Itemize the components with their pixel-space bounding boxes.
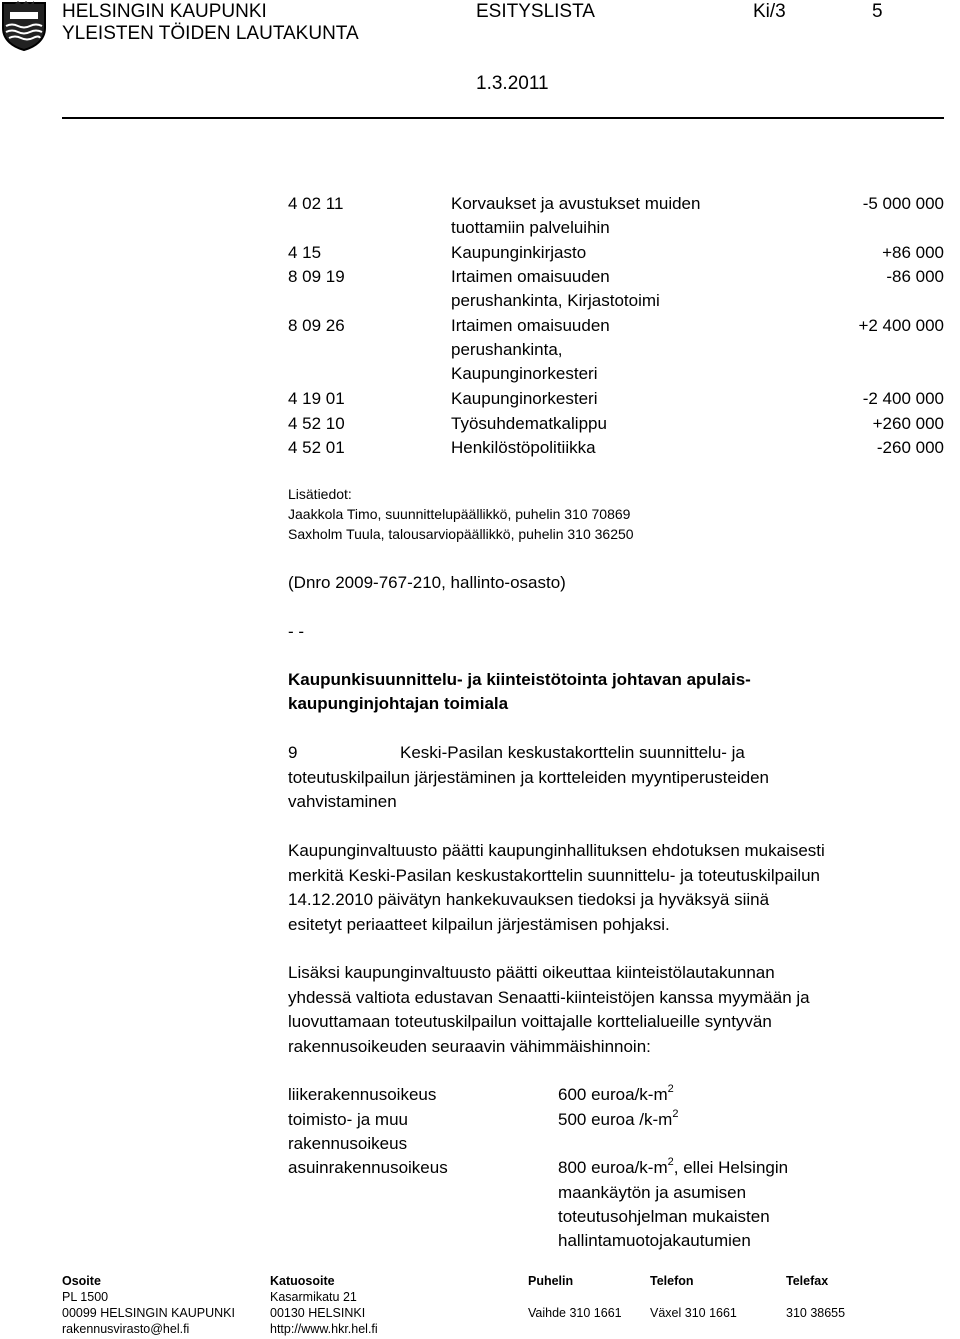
account-description: Kaupunginkirjasto	[451, 243, 587, 262]
account-code: 4 52 01	[288, 438, 345, 457]
amount: -5 000 000	[862, 194, 944, 213]
price-condition: toteutusohjelman mukaisten	[558, 1207, 770, 1226]
decision-paragraph: Kaupunginvaltuusto päätti kaupunginhallituksen ehdotuksen mukaisesti merkitä Keski-Pasilan keskustakorttelin suunnittelu- ja toteutuskilpailun 14.12.2010 päivätyn hankekuvauksen tiedoksi ja hyväksyä siinä esitetyt periaatteet kilpailun järjestämisen pohjaksi.	[288, 841, 825, 934]
footer-heading: Telefax	[786, 1274, 829, 1288]
item-number: 9	[288, 743, 298, 762]
price-value: 800 euroa/$k-m^2$, ellei Helsingin	[558, 1156, 789, 1177]
item-title: Keski-Pasilan keskustakorttelin suunnittelu- ja	[400, 743, 745, 762]
footer-line: 00130 HELSINKI	[270, 1306, 366, 1320]
account-description: Henkilöstöpolitiikka	[451, 438, 596, 457]
price-condition: hallintamuotojakautumien	[558, 1231, 751, 1250]
account-code: 4 19 01	[288, 389, 345, 408]
footer-line: PL 1500	[62, 1290, 109, 1304]
price-label: toimisto- ja muu	[288, 1110, 408, 1129]
account-code: 4 52 10	[288, 414, 345, 433]
contact-line: Jaakkola Timo, suunnittelupäällikkö, puhelin 310 70869	[288, 506, 631, 522]
item-title-continued: vahvistaminen	[288, 792, 397, 811]
contact-line: Saxholm Tuula, talousarviopäällikkö, puhelin 310 36250	[288, 526, 634, 542]
contacts-heading: Lisätiedot:	[288, 486, 352, 502]
footer-line: 00099 HELSINGIN KAUPUNKI	[62, 1306, 235, 1320]
amount: +2 400 000	[858, 316, 944, 335]
section-code: Ki/3	[753, 1, 786, 22]
footer-heading: Telefon	[650, 1274, 694, 1288]
footer-line: Växel 310 1661	[650, 1306, 737, 1320]
account-description: Irtaimen omaisuuden perushankinta, Kaupunginorkesteri	[451, 316, 610, 383]
board-name: YLEISTEN TÖIDEN LAUTAKUNTA	[62, 23, 359, 44]
meeting-date: 1.3.2011	[476, 73, 549, 94]
footer-heading: Katuosoite	[270, 1274, 335, 1288]
footer-line: Kasarmikatu 21	[270, 1290, 357, 1304]
footer-email: rakennusvirasto@hel.fi	[62, 1322, 190, 1336]
doc-type: ESITYSLISTA	[476, 1, 595, 22]
item-title-continued: toteutuskilpailun järjestäminen ja kortteleiden myyntiperusteiden	[288, 768, 769, 787]
account-code: 4 15	[288, 243, 322, 262]
account-code: 4 02 11	[288, 194, 344, 213]
separator: - -	[288, 622, 305, 641]
price-label: asuinrakennusoikeus	[288, 1158, 448, 1177]
footer-website: http://www.hkr.hel.fi	[270, 1322, 378, 1336]
amount: -260 000	[876, 438, 944, 457]
amount: -86 000	[886, 267, 944, 286]
dnro: (Dnro 2009-767-210, hallinto-osasto)	[288, 573, 566, 592]
price-label: rakennusoikeus	[288, 1134, 408, 1153]
account-description: Korvaukset ja avustukset muiden tuottamiin palveluihin	[451, 194, 701, 237]
account-description: Työsuhdematkalippu	[451, 414, 607, 433]
account-code: 8 09 26	[288, 316, 345, 335]
price-condition: maankäytön ja asumisen	[558, 1183, 747, 1202]
section-heading-line: kaupunginjohtajan toimiala	[288, 694, 509, 713]
page-number: 5	[872, 1, 883, 22]
header-rule	[62, 117, 944, 119]
amount: +260 000	[872, 414, 944, 433]
amount: +86 000	[882, 243, 944, 262]
price-value: 500 euroa $/k-m^2$	[558, 1108, 679, 1129]
footer-heading: Puhelin	[528, 1274, 574, 1288]
account-description: Kaupunginorkesteri	[451, 389, 598, 408]
helsinki-coat-of-arms-logo	[0, 0, 48, 52]
org-name: HELSINGIN KAUPUNKI	[62, 1, 267, 22]
section-heading-line: Kaupunkisuunnittelu- ja kiinteistötointa johtavan apulais-	[288, 670, 751, 689]
amount: -2 400 000	[862, 389, 944, 408]
price-label: liikerakennusoikeus	[288, 1085, 437, 1104]
footer-line: 310 38655	[786, 1306, 846, 1320]
price-value: 600 euroa/$k-m^2$	[558, 1083, 674, 1104]
account-description: Irtaimen omaisuuden perushankinta, Kirjastotoimi	[451, 267, 660, 310]
footer-heading: Osoite	[62, 1274, 101, 1288]
account-code: 8 09 19	[288, 267, 345, 286]
footer-line: Vaihde 310 1661	[528, 1306, 622, 1320]
authorization-paragraph: Lisäksi kaupunginvaltuusto päätti oikeuttaa kiinteistölautakunnan yhdessä valtiota edustavan Senaatti-kiinteistöjen kanssa myymään ja luovuttamaan toteutuskilpailun voittajalle korttelialueille syntyvän rakennusoikeuden seuraavin vähimmäishinnoin:	[288, 963, 810, 1056]
